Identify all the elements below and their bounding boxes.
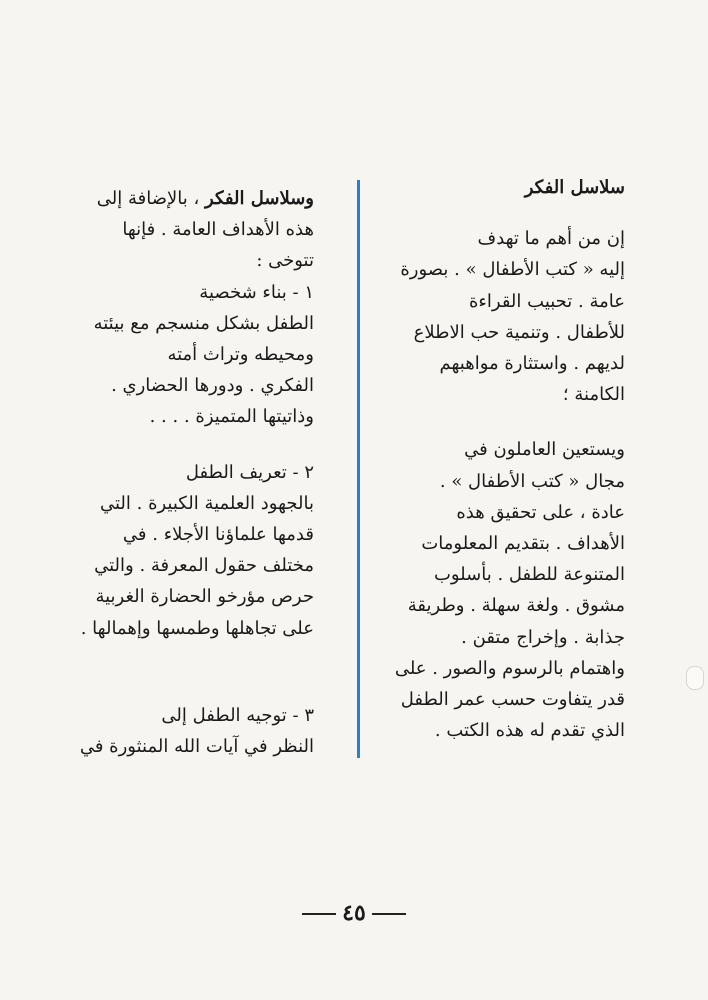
list-item-3 (79, 700, 314, 762)
list-item-2 (80, 457, 314, 644)
text-line: ١ - بناء شخصية (199, 281, 314, 303)
text-line: الأهداف . بتقديم المعلومات (421, 533, 625, 555)
dash-left (372, 913, 406, 915)
text-line: الطفل بشكل منسجم مع بيئته (93, 312, 314, 334)
text-line: قدر يتفاوت حسب عمر الطفل (400, 689, 625, 711)
text-line: مجال « كتب الأطفال » . (439, 470, 625, 492)
text-line: ٢ - تعريف الطفل (185, 461, 314, 483)
intro-line (96, 183, 314, 214)
text-line: الفكري . ودورها الحضاري . (111, 375, 314, 397)
dash-right (302, 913, 336, 915)
section-heading: سلاسل الفكر (524, 177, 625, 198)
text-line: حرص مؤرخو الحضارة الغربية (95, 586, 314, 608)
text-line: وذاتيتها المتميزة . . . . (149, 406, 314, 428)
text-line: ومحيطه وتراث أمته (167, 344, 314, 366)
text-line: المتنوعة للطفل . بأسلوب (433, 564, 625, 586)
list-item-1 (93, 277, 314, 433)
page-number (0, 900, 708, 926)
text-line: جذابة . وإخراج متقن . (461, 626, 625, 648)
series-name: وسلاسل الفكر (205, 188, 314, 209)
text-line: إليه « كتب الأطفال » . بصورة (400, 259, 625, 281)
text-line: لديهم . واستثارة مواهبهم (439, 353, 625, 375)
text-line: واهتمام بالرسوم والصور . على (394, 657, 625, 679)
text-line: عادة ، على تحقيق هذه (456, 501, 625, 523)
text-line: الذي تقدم له هذه الكتب . (434, 720, 625, 742)
text-line: عامة . تحبيب القراءة (469, 290, 625, 312)
text-line: مختلف حقول المعرفة . والتي (94, 555, 314, 577)
intro-text: ، بالإضافة إلى (96, 188, 206, 209)
paragraph-goals (400, 223, 625, 410)
text-line: مشوق . ولغة سهلة . وطريقة (407, 595, 625, 617)
binding-hole (686, 666, 704, 690)
text-line: تتوخى : (256, 250, 314, 272)
text-line: ٣ - توجيه الطفل إلى (161, 704, 314, 726)
text-line: النظر في آيات الله المنثورة في (79, 736, 314, 758)
text-line: ويستعين العاملون في (464, 439, 625, 461)
left-column (79, 183, 314, 762)
text-line: إن من أهم ما تهدف (477, 228, 625, 250)
text-line: بالجهود العلمية الكبيرة . التي (99, 492, 314, 514)
text-line: للأطفال . وتنمية حب الاطلاع (413, 321, 625, 343)
right-column (394, 172, 625, 746)
text-line: هذه الأهداف العامة . فإنها (122, 219, 314, 241)
column-divider (357, 180, 360, 758)
text-line: الكامنة ؛ (562, 384, 625, 406)
page-number-text: ٤٥ (342, 900, 366, 926)
text-line: قدمها علماؤنا الأجلاء . في (122, 524, 314, 546)
text-line: على تجاهلها وطمسها وإهمالها . (80, 617, 314, 639)
paragraph-methods (394, 434, 625, 746)
